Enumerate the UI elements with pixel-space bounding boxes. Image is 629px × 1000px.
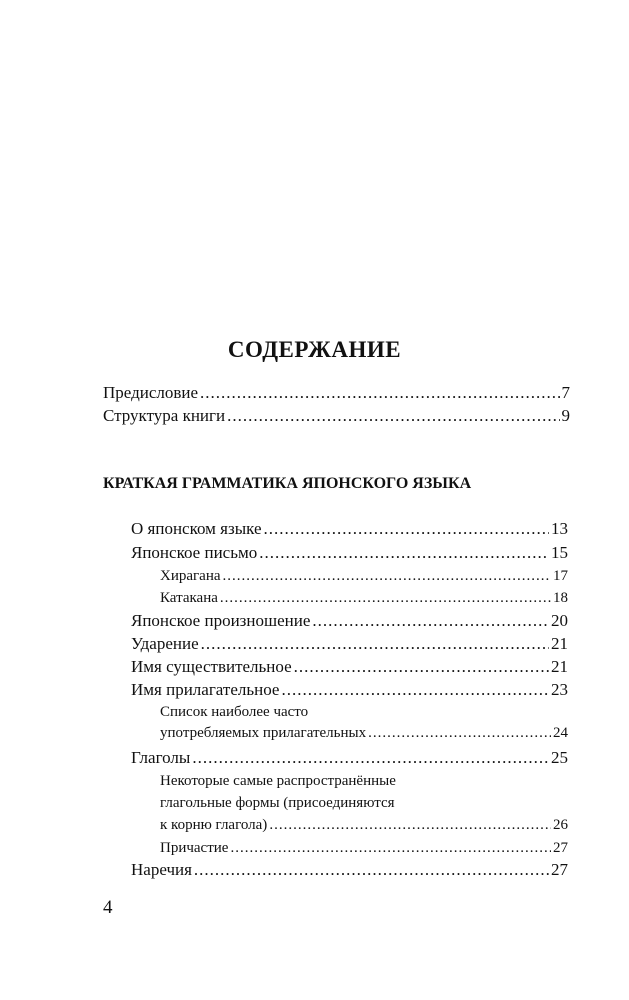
toc-leader-dots [294,657,549,677]
toc-entry-page: 25 [551,748,568,767]
toc-entry[interactable] [131,611,568,631]
toc-entry[interactable] [131,680,568,700]
toc-entry-page: 13 [551,519,568,538]
toc-leader-dots [269,817,551,834]
toc-leader-dots [281,680,549,700]
toc-entry-label: к корню глагола) [160,817,268,833]
toc-leader-dots [227,406,559,426]
toc-leader-dots [223,568,551,585]
toc-entry-label: Предисловие [103,383,199,402]
toc-entry-preface[interactable] [103,383,570,403]
toc-entry-page: 27 [553,840,568,856]
toc-subentry-line: глагольные формы (присоединяются [160,795,395,811]
toc-subentry[interactable] [160,817,568,834]
toc-subentry[interactable] [160,840,568,857]
toc-entry[interactable] [131,748,568,768]
toc-entry-page: 24 [553,725,568,741]
toc-entry-label: Катакана [160,590,218,606]
toc-leader-dots [220,590,551,607]
toc-entry-page: 27 [551,860,568,879]
toc-entry-label: Имя существительное [131,657,292,676]
toc-leader-dots [368,725,551,742]
toc-entry-page: 26 [553,817,568,833]
toc-entry[interactable] [131,634,568,654]
toc-subentry[interactable] [160,568,568,585]
toc-entry-label: Японское произношение [131,611,311,630]
toc-entry-page: 21 [551,634,568,653]
toc-entry[interactable] [131,860,568,880]
toc-entry[interactable] [131,519,568,539]
toc-entry-label: Глаголы [131,748,191,767]
toc-entry-page: 21 [551,657,568,676]
toc-entry-label: употребляемых прилагательных [160,725,367,741]
toc-leader-dots [264,519,549,539]
toc-entry-label: Имя прилагательное [131,680,280,699]
toc-subentry[interactable] [160,590,568,607]
toc-leader-dots [259,543,549,563]
toc-entry-label: Структура книги [103,406,226,425]
toc-entry[interactable] [131,657,568,677]
section-title: КРАТКАЯ ГРАММАТИКА ЯПОНСКОГО ЯЗЫКА [103,475,472,492]
page-title: СОДЕРЖАНИЕ [227,337,402,362]
toc-entry-page: 15 [551,543,568,562]
toc-entry[interactable] [131,543,568,563]
toc-leader-dots [192,748,549,768]
page-number: 4 [103,897,113,918]
toc-entry-page: 7 [561,383,570,402]
toc-subentry-line: Некоторые самые распространённые [160,773,396,789]
toc-entry-page: 9 [561,406,570,425]
toc-entry-label: Причастие [160,840,229,856]
toc-subentry-line: Список наиболее часто [160,704,309,720]
toc-entry-page: 20 [551,611,568,630]
toc-leader-dots [201,634,549,654]
toc-entry-book-structure[interactable] [103,406,570,426]
toc-leader-dots [312,611,549,631]
toc-leader-dots [200,383,559,403]
toc-entry-label: Японское письмо [131,543,258,562]
toc-entry-page: 17 [553,568,568,584]
toc-entry-page: 18 [553,590,568,606]
toc-subentry[interactable] [160,725,568,742]
toc-entry-label: Хирагана [160,568,221,584]
toc-entry-label: Наречия [131,860,192,879]
toc-leader-dots [194,860,549,880]
toc-entry-page: 23 [551,680,568,699]
toc-entry-label: Ударение [131,634,199,653]
toc-leader-dots [230,840,551,857]
toc-entry-label: О японском языке [131,519,262,538]
